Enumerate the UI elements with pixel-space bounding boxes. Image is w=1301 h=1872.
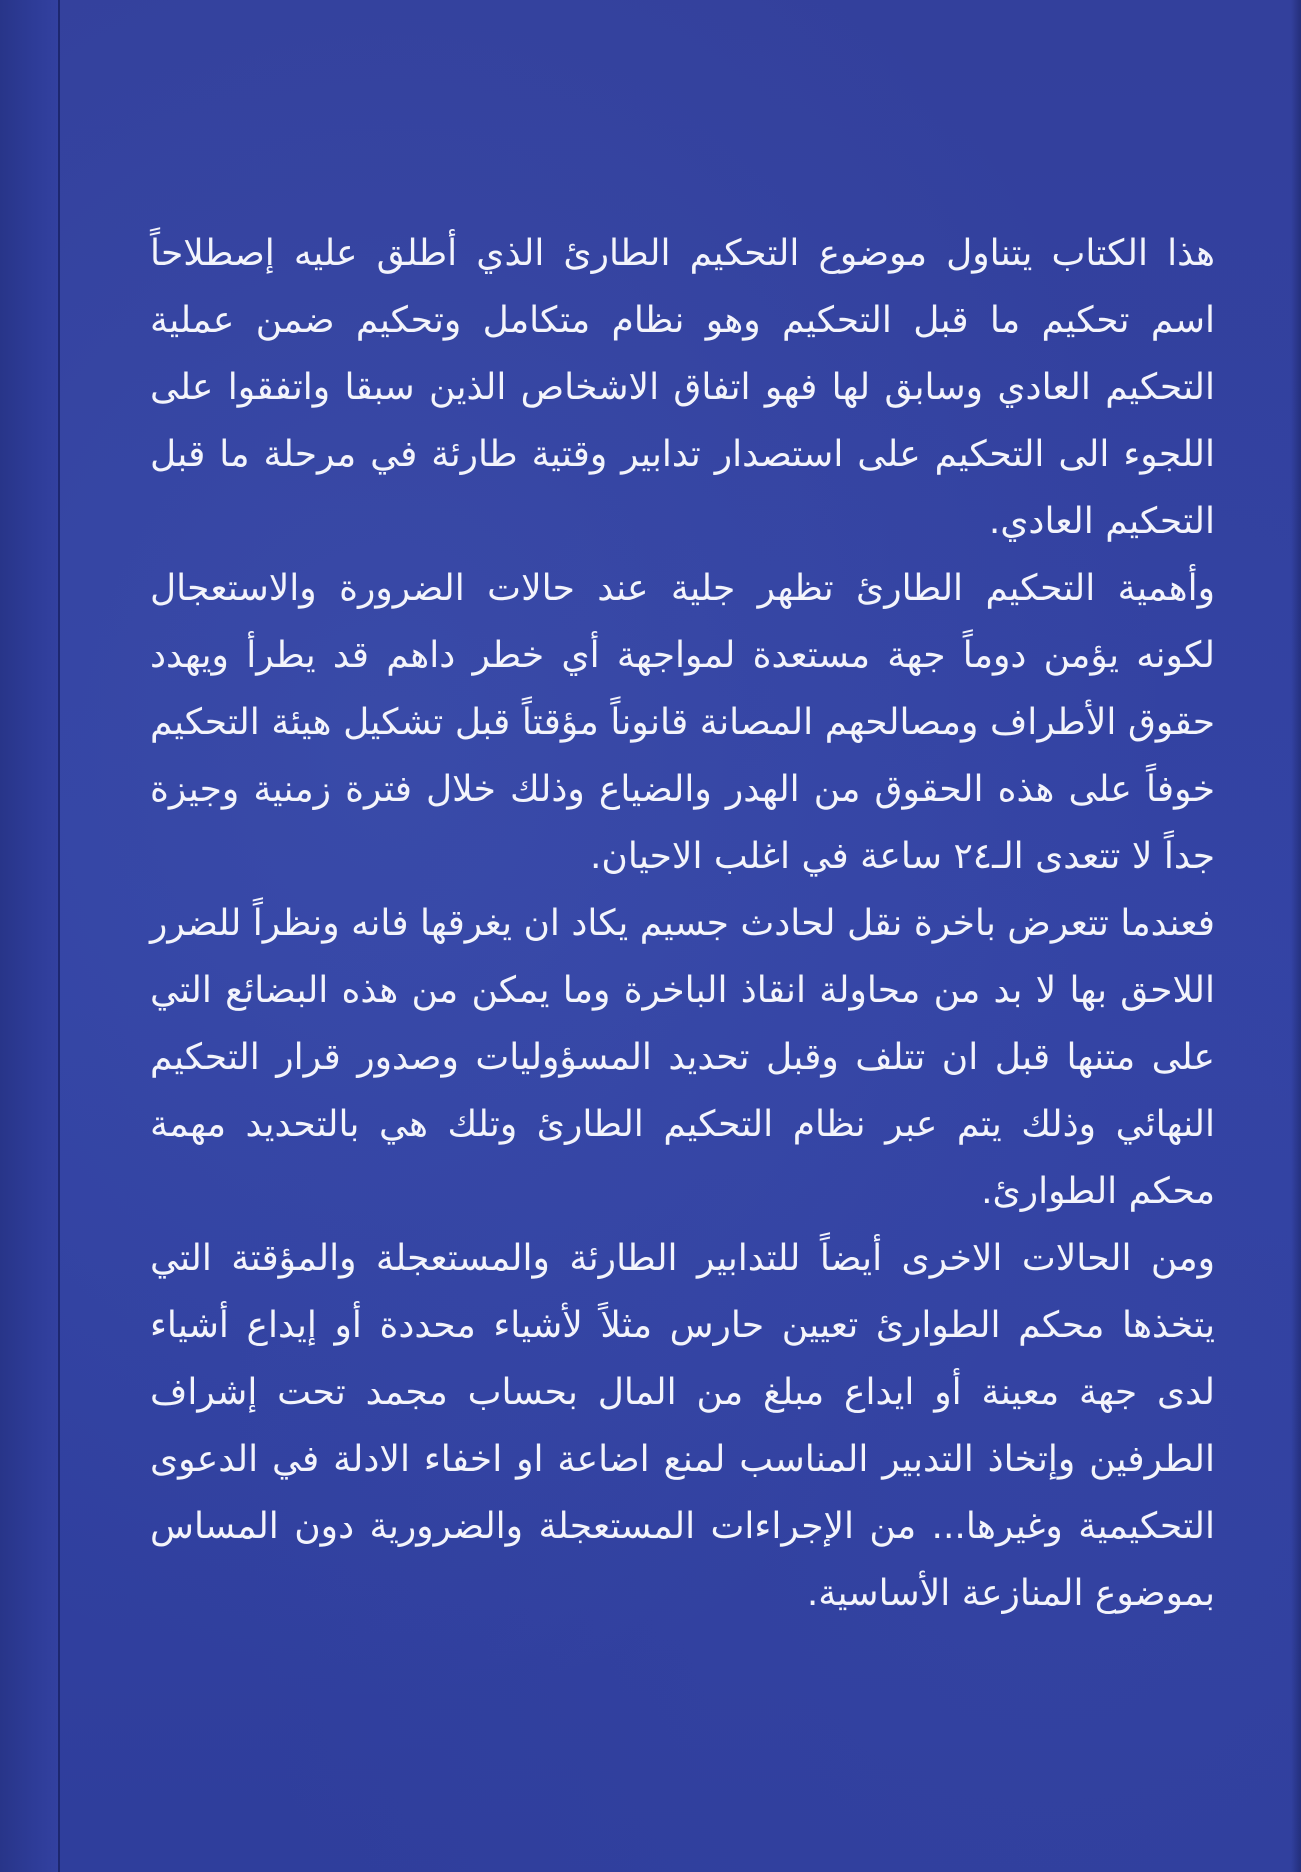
blurb-paragraph-3: فعندما تتعرض باخرة نقل لحادث جسيم يكاد ان يغرقها فانه ونظراً للضرر اللاحق بها لا بد من محاولة انقاذ الباخرة وما يمكن من هذه البضائع التي على متنها قبل ان تتلف وقبل تحديد المسؤوليات وصدور قرار التحكيم النهائي وذلك يتم عبر نظام التحكيم الطارئ وتلك هي بالتحديد مهمة محكم الطوارئ. xyxy=(150,903,1215,1212)
cover-hinge xyxy=(0,0,60,1872)
blurb-text xyxy=(150,220,1215,1627)
cover-edge-shadow xyxy=(1291,0,1301,1872)
blurb-paragraph-4: ومن الحالات الاخرى أيضاً للتدابير الطارئة والمستعجلة والمؤقتة التي يتخذها محكم الطوارئ تعيين حارس مثلاً لأشياء محددة أو إيداع أشياء لدى جهة معينة أو ايداع مبلغ من المال بحساب مجمد تحت إشراف الطرفين وإتخاذ التدبير المناسب لمنع اضاعة او اخفاء الادلة في الدعوى التحكيمية وغيرها... من الإجراءات المستعجلة والضرورية دون المساس بموضوع المنازعة الأساسية. xyxy=(150,1238,1215,1614)
blurb-paragraph-2: وأهمية التحكيم الطارئ تظهر جلية عند حالات الضرورة والاستعجال لكونه يؤمن دوماً جهة مستعدة لمواجهة أي خطر داهم قد يطرأ ويهدد حقوق الأطراف ومصالحهم المصانة قانوناً مؤقتاً قبل تشكيل هيئة التحكيم خوفاً على هذه الحقوق من الهدر والضياع وذلك خلال فترة زمنية وجيزة جداً لا تتعدى الـ٢٤ ساعة في اغلب الاحيان. xyxy=(150,568,1215,877)
blurb-paragraph-1: هذا الكتاب يتناول موضوع التحكيم الطارئ الذي أطلق عليه إصطلاحاً اسم تحكيم ما قبل التحكيم وهو نظام متكامل وتحكيم ضمن عملية التحكيم العادي وسابق لها فهو اتفاق الاشخاص الذين سبقا واتفقوا على اللجوء الى التحكيم على استصدار تدابير وقتية طارئة في مرحلة ما قبل التحكيم العادي. xyxy=(150,233,1215,542)
